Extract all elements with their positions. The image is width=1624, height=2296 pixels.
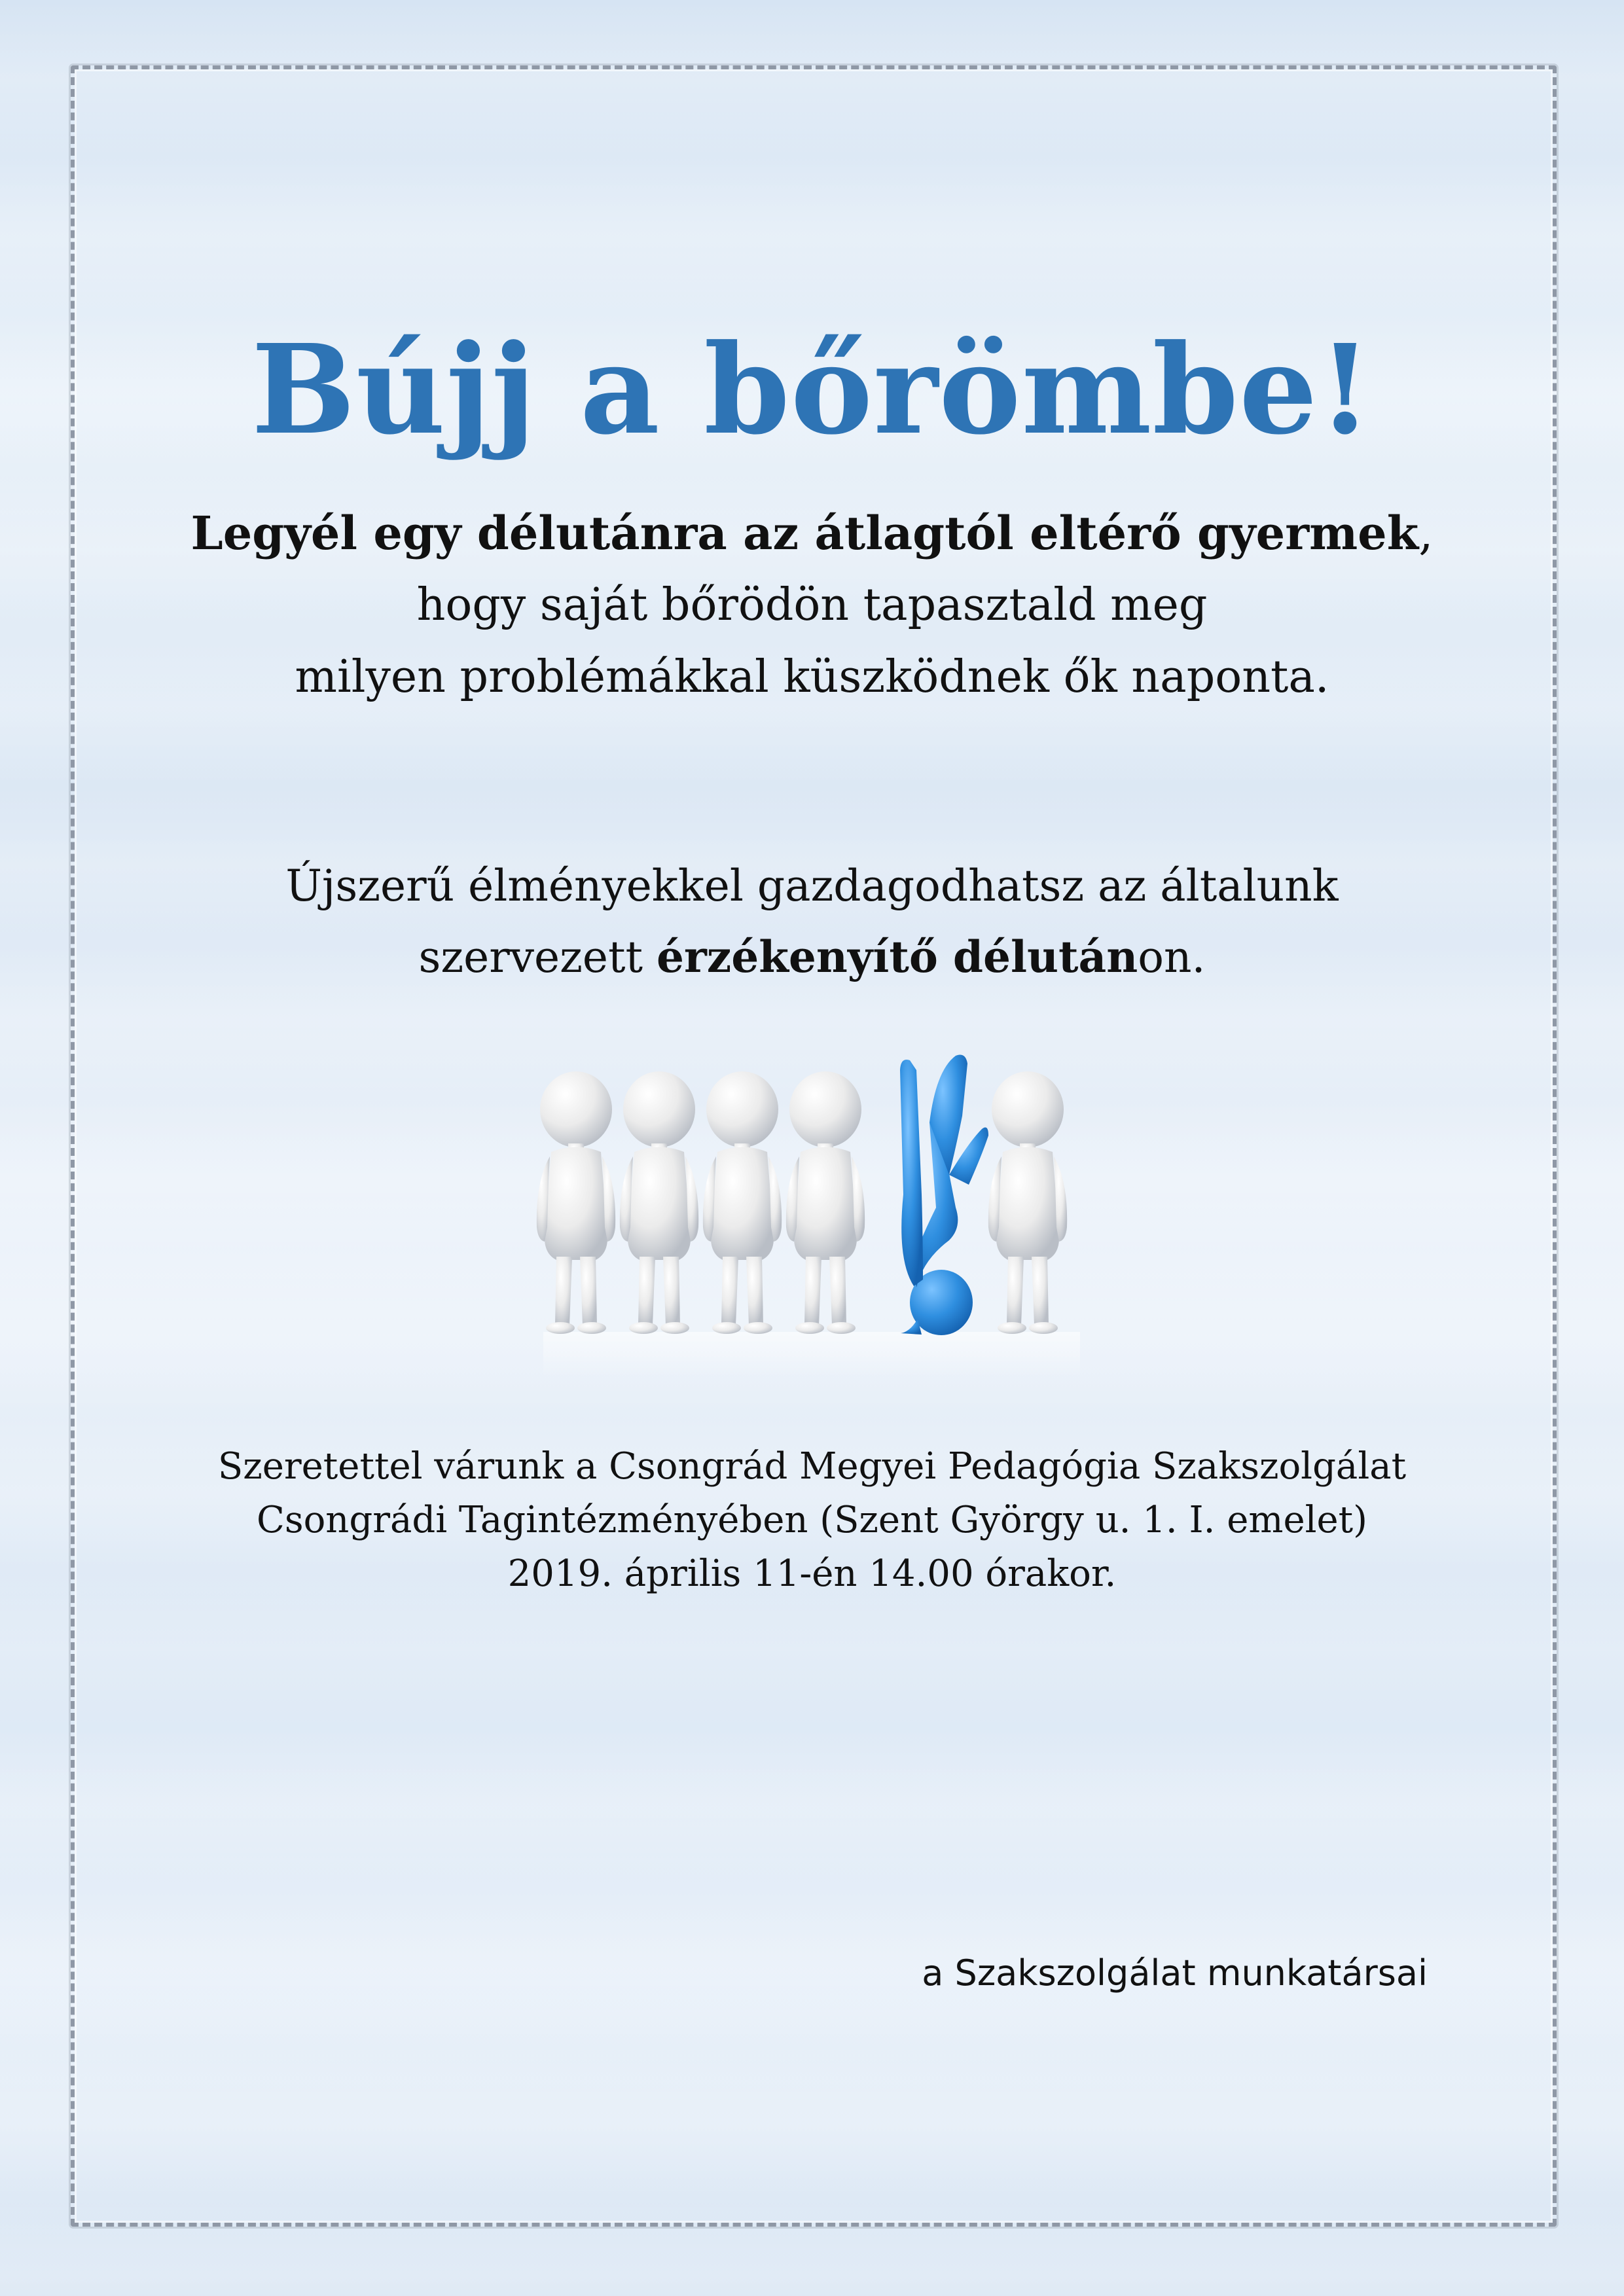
experience-bold-phrase: érzékenyítő délután bbox=[656, 931, 1138, 982]
experience-line-2 bbox=[131, 922, 1493, 993]
intro-line-1 bbox=[131, 497, 1493, 569]
intro-bold-phrase: Legyél egy délutánra az átlagtól eltérő gyermek bbox=[190, 506, 1419, 560]
figures-illustration bbox=[530, 1044, 1093, 1384]
figure-3 bbox=[703, 1071, 782, 1334]
experience-post: on. bbox=[1138, 932, 1206, 982]
invite-line-1: Szeretettel várunk a Csongrád Megyei Pedagógia Szakszolgálat bbox=[217, 1445, 1407, 1488]
invite-line-3: 2019. április 11-én 14.00 órakor. bbox=[507, 1552, 1117, 1595]
figure-6 bbox=[988, 1071, 1067, 1334]
intro-line-3: milyen problémákkal küszködnek ők naponta. bbox=[295, 651, 1329, 703]
intro-text bbox=[131, 497, 1493, 713]
intro-line-2: hogy saját bőrödön tapasztald meg bbox=[416, 579, 1208, 631]
figure-2 bbox=[620, 1071, 698, 1334]
experience-pre: szervezett bbox=[418, 932, 657, 982]
experience-text bbox=[131, 851, 1493, 993]
figure-1 bbox=[537, 1071, 615, 1334]
standing-figures-one-handstand-icon bbox=[530, 1044, 1093, 1384]
reflection bbox=[543, 1332, 1080, 1378]
invite-line-2: Csongrádi Tagintézményében (Szent György u. 1. I. emelet) bbox=[256, 1499, 1367, 1541]
poster-title: Bújj a bőrömbe! bbox=[251, 317, 1373, 462]
signature: a Szakszolgálat munkatársai bbox=[922, 1952, 1428, 1994]
handstand-figure bbox=[900, 1055, 988, 1336]
invitation-text bbox=[131, 1440, 1493, 1601]
intro-comma: , bbox=[1418, 507, 1434, 560]
figure-4 bbox=[786, 1071, 865, 1334]
experience-line-1: Újszerű élményekkel gazdagodhatsz az általunk bbox=[285, 861, 1339, 911]
